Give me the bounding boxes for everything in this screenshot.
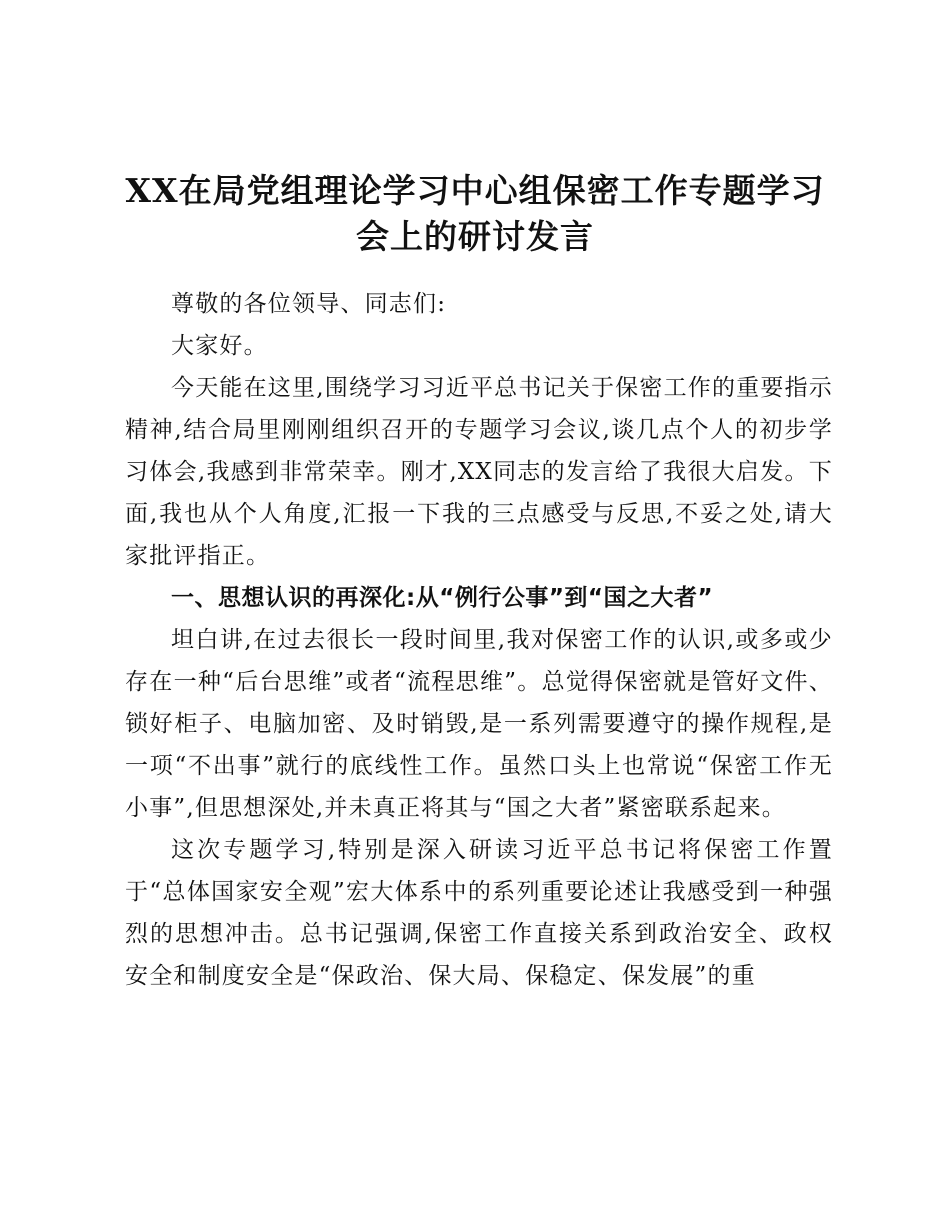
greeting: 大家好。 [171, 333, 268, 359]
salutation: 尊敬的各位领导、同志们: [171, 291, 447, 317]
document-title [110, 168, 840, 260]
intro-paragraph: 今天能在这里,围绕学习习近平总书记关于保密工作的重要指示精神,结合局里刚刚组织召开的专题学习会议,谈几点个人的初步学习体会,我感到非常荣幸。刚才,XX同志的发言给了我很大启发。下面,我也从个人角度,汇报一下我的三点感受与反思,不妥之处,请大家批评指正。 [125, 375, 833, 569]
section-1-paragraph-1: 坦白讲,在过去很长一段时间里,我对保密工作的认识,或多或少存在一种“后台思维”或者“流程思维”。总觉得保密就是管好文件、锁好柜子、电脑加密、及时销毁,是一系列需要遵守的操作规程,是一项“不出事”就行的底线性工作。虽然口头上也常说“保密工作无小事”,但思想深处,并未真正将其与“国之大者”紧密联系起来。 [125, 627, 833, 821]
title-line-2: 会上的研讨发言 [356, 217, 594, 256]
document-body [125, 283, 833, 997]
section-1-heading: 一、思想认识的再深化:从“例行公事”到“国之大者” [171, 585, 714, 611]
section-1-paragraph-2: 这次专题学习,特别是深入研读习近平总书记将保密工作置于“总体国家安全观”宏大体系中的系列重要论述让我感受到一种强烈的思想冲击。总书记强调,保密工作直接关系到政治安全、政权安全和制度安全是“保政治、保大局、保稳定、保发展”的重 [125, 837, 833, 989]
title-line-1: XX在局党组理论学习中心组保密工作专题学习 [125, 171, 825, 210]
